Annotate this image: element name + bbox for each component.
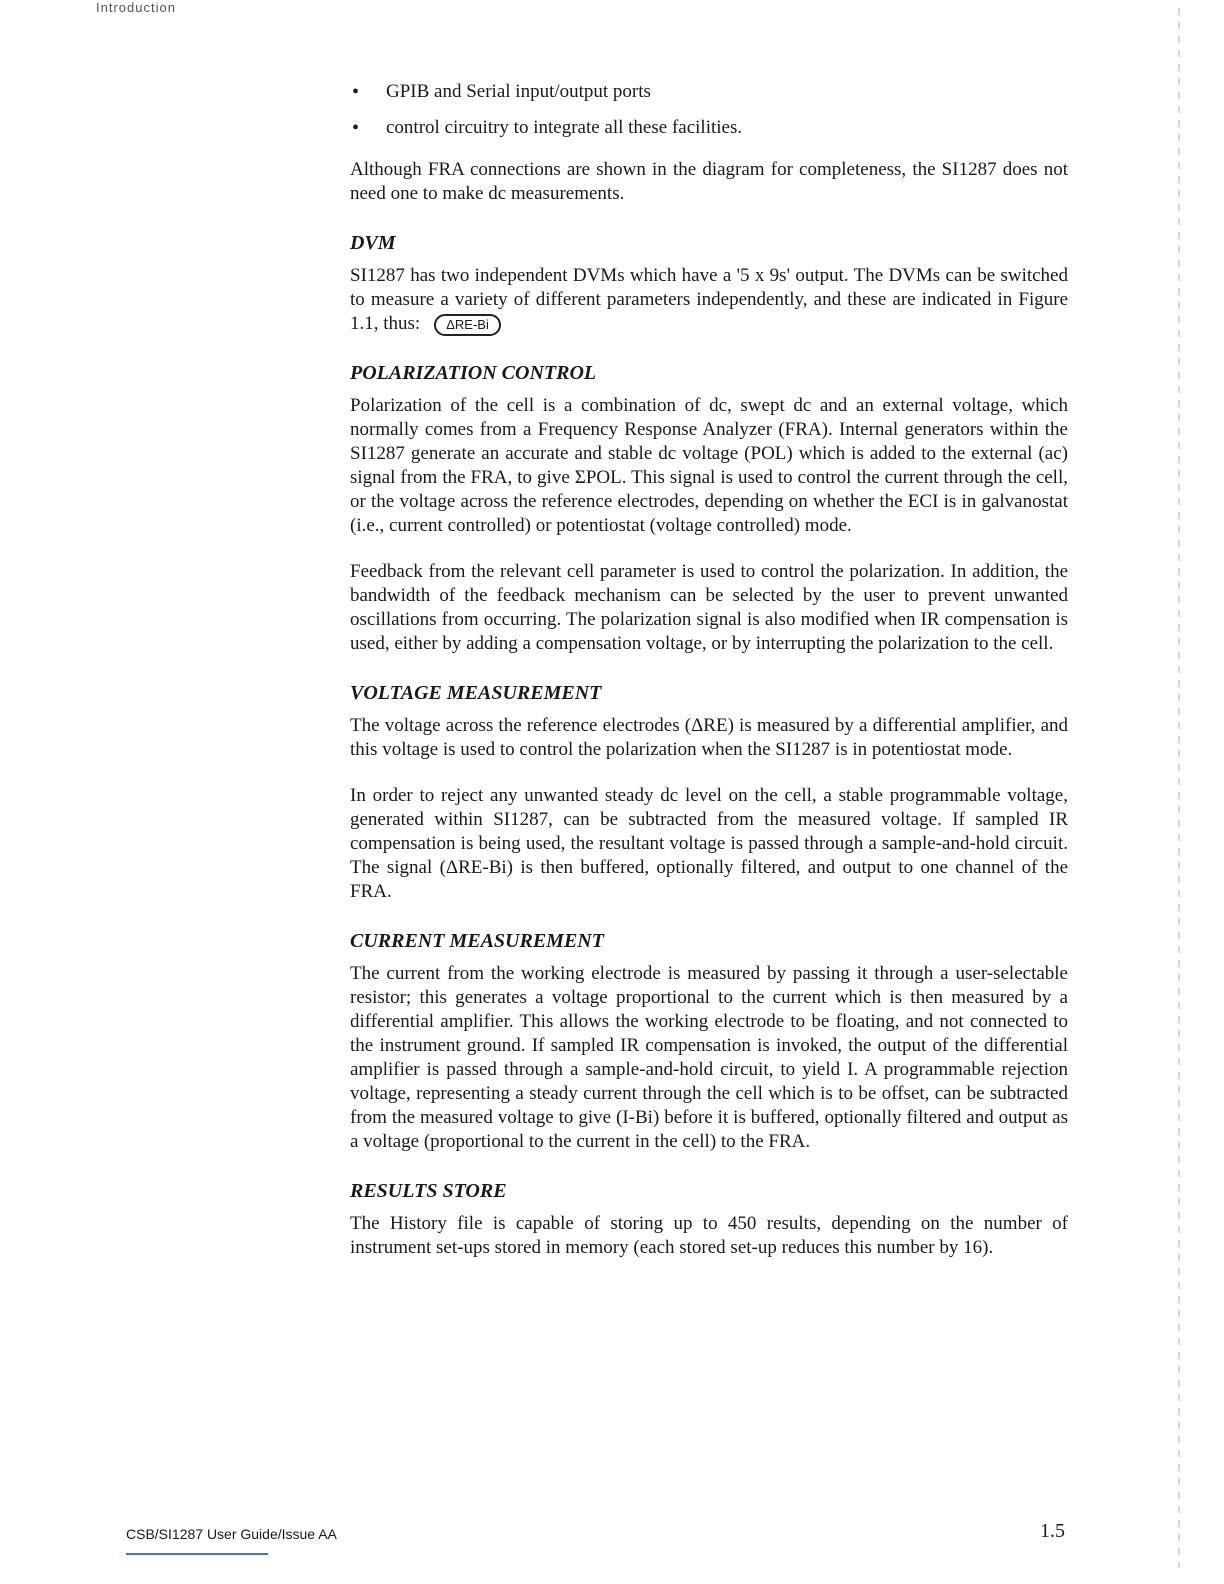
section-heading-polarization: POLARIZATION CONTROL (350, 362, 597, 384)
polarization-paragraph-2: Feedback from the relevant cell parameter is used to control the polarization. In addition, the bandwidth of the feedback mechanism can be selected by the user to prevent unwanted oscillations from occurring. The polarization signal is also modified when IR compensation is used, either by adding a compensation voltage, or by interrupting the polarization to the cell. (350, 561, 1068, 654)
polarization-paragraph-1: Polarization of the cell is a combination of dc, swept dc and an external voltage, which normally comes from a Frequency Response Analyzer (FRA). Internal generators within the SI1287 generate an accurate and stable dc voltage (POL) which is added to the external (ac) signal from the FRA, to give ΣPOL. This signal is used to control the current through the cell, or the voltage across the reference electrodes, depending on whether the ECI is in galvanostat (i.e., current controlled) or potentiostat (voltage controlled) mode. (350, 395, 1068, 536)
voltage-paragraph-1: The voltage across the reference electrodes (ΔRE) is measured by a differential amplifier, and this voltage is used to control the polarization when the SI1287 is in potentiostat mode. (350, 715, 1068, 760)
page-number: 1.5 (1040, 1520, 1065, 1542)
list-item: • GPIB and Serial input/output ports (350, 80, 1068, 104)
section-heading-current: CURRENT MEASUREMENT (350, 930, 604, 952)
voltage-paragraph-2: In order to reject any unwanted steady dc level on the cell, a stable programmable voltage, generated within SI1287, can be subtracted from the measured voltage. If sampled IR compensation is being used, the resultant voltage is passed through a sample-and-hold circuit. The signal (ΔRE-Bi) is then buffered, optionally filtered, and output to one channel of the FRA. (350, 785, 1068, 902)
results-paragraph-1: The History file is capable of storing up to 450 results, depending on the number of instrument set-ups stored in memory (each stored set-up reduces this number by 16). (350, 1213, 1068, 1258)
section-heading-dvm: DVM (350, 232, 396, 254)
footer-rule (126, 1553, 268, 1555)
footer-doc-id: CSB/SI1287 User Guide/Issue AA (126, 1526, 337, 1542)
scan-edge-artifact (1178, 8, 1180, 1568)
current-paragraph-1: The current from the working electrode is measured by passing it through a user-selectable resistor; this generates a voltage proportional to the current which is then measured by a differential amplifier. This allows the working electrode to be floating, and not connected to the instrument ground. If sampled IR compensation is invoked, the output of the differential amplifier is passed through a sample-and-hold circuit, to yield I. A programmable rejection voltage, representing a steady current through the cell which is to be offset, can be subtracted from the measured voltage to give (I-Bi) before it is buffered, optionally filtered and output as a voltage (proportional to the current in the cell) to the FRA. (350, 963, 1068, 1152)
dvm-text: SI1287 has two independent DVMs which have a '5 x 9s' output. The DVMs can be switched to measure a variety of different parameters independently, and these are indicated in Figure 1.1, thus: (350, 265, 1068, 334)
list-item: • control circuitry to integrate all these facilities. (350, 116, 1068, 140)
intro-paragraph: Although FRA connections are shown in the diagram for completeness, the SI1287 does not need one to make dc measurements. (350, 159, 1068, 204)
dvm-paragraph (350, 264, 1068, 336)
section-heading-voltage: VOLTAGE MEASUREMENT (350, 682, 602, 704)
page-body (350, 80, 1068, 1282)
signal-badge: ΔRE-Bi (434, 314, 501, 336)
running-header: Introduction (96, 0, 176, 15)
feature-list (350, 80, 1068, 140)
section-heading-results: RESULTS STORE (350, 1180, 507, 1202)
